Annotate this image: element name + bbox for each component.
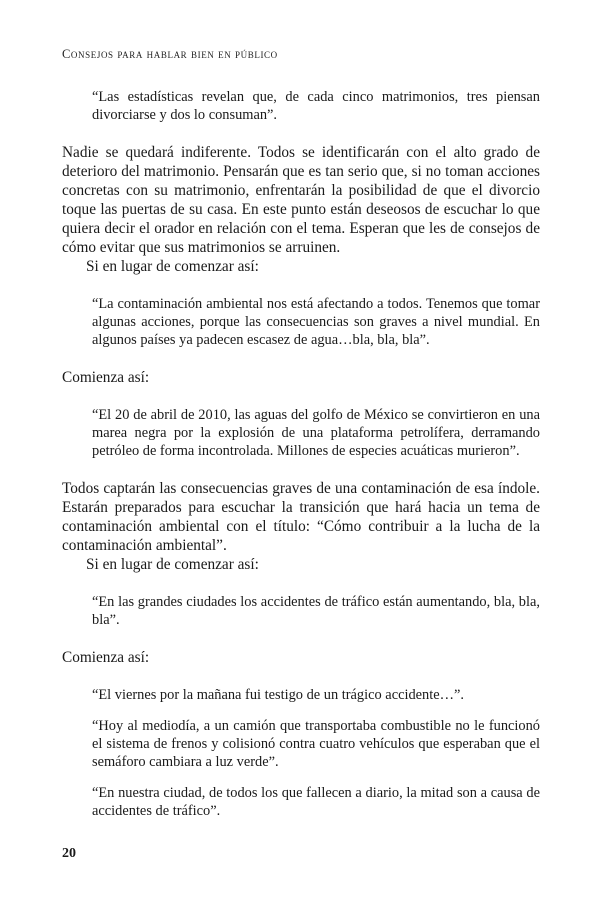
paragraph-start-2: Comienza así: (62, 649, 150, 666)
quote-traffic: “En las grandes ciudades los accidentes de tráfico están aumentando, bla, bla, bla”. (92, 594, 540, 628)
quote-truck-brakes: “Hoy al mediodía, a un camión que transportaba combustible no le funcionó el sistema de frenos y colisionó contra cuatro vehículos que esperaban que el semáforo cambiara a luz verde”. (92, 718, 540, 770)
page-body (62, 88, 540, 820)
quote-pollution: “La contaminación ambiental nos está afectando a todos. Tenemos que tomar algunas acciones, porque las consecuencias son graves a nivel mundial. En algunos países ya padecen escasez de agua…bla, bla, bla”. (92, 296, 540, 348)
paragraph-consequences: Todos captarán las consecuencias graves de una contaminación de esa índole. Estarán preparados para escuchar la transición que hará hacia un tema de contaminación ambiental con el título: “Cómo contribuir a la lucha de la contaminación ambiental”. (62, 480, 540, 554)
page-number: 20 (62, 846, 76, 861)
quote-accident-friday: “El viernes por la mañana fui testigo de un trágico accidente…”. (92, 687, 465, 703)
paragraph-start-1: Comienza así: (62, 369, 150, 386)
paragraph-instead-2: Si en lugar de comenzar así: (86, 556, 259, 573)
paragraph-instead-1: Si en lugar de comenzar así: (86, 258, 259, 275)
running-head: Consejos para hablar bien en público (62, 47, 278, 61)
paragraph-reaction: Nadie se quedará indiferente. Todos se identificarán con el alto grado de deterioro del matrimonio. Pensarán que es tan serio que, si no toman acciones concretas con su matrimonio, enfrentarán la posibilidad de que el divorcio toque las puertas de su casa. En este punto están deseosos de escuchar lo que quiera decir el orador en relación con el tema. Esperan que les de consejos de cómo evitar que sus matrimonios se arruinen. (62, 144, 540, 256)
quote-gulf-of-mexico: “El 20 de abril de 2010, las aguas del golfo de México se convirtieron en una marea negra por la explosión de una plataforma petrolífera, derramando petróleo de forma incontrolada. Millones de especies acuáticas murieron”. (92, 407, 540, 459)
quote-traffic-deaths: “En nuestra ciudad, de todos los que fallecen a diario, la mitad son a causa de accidentes de tráfico”. (92, 785, 540, 819)
quote-statistics: “Las estadísticas revelan que, de cada cinco matrimonios, tres piensan divorciarse y dos lo consuman”. (92, 89, 540, 123)
